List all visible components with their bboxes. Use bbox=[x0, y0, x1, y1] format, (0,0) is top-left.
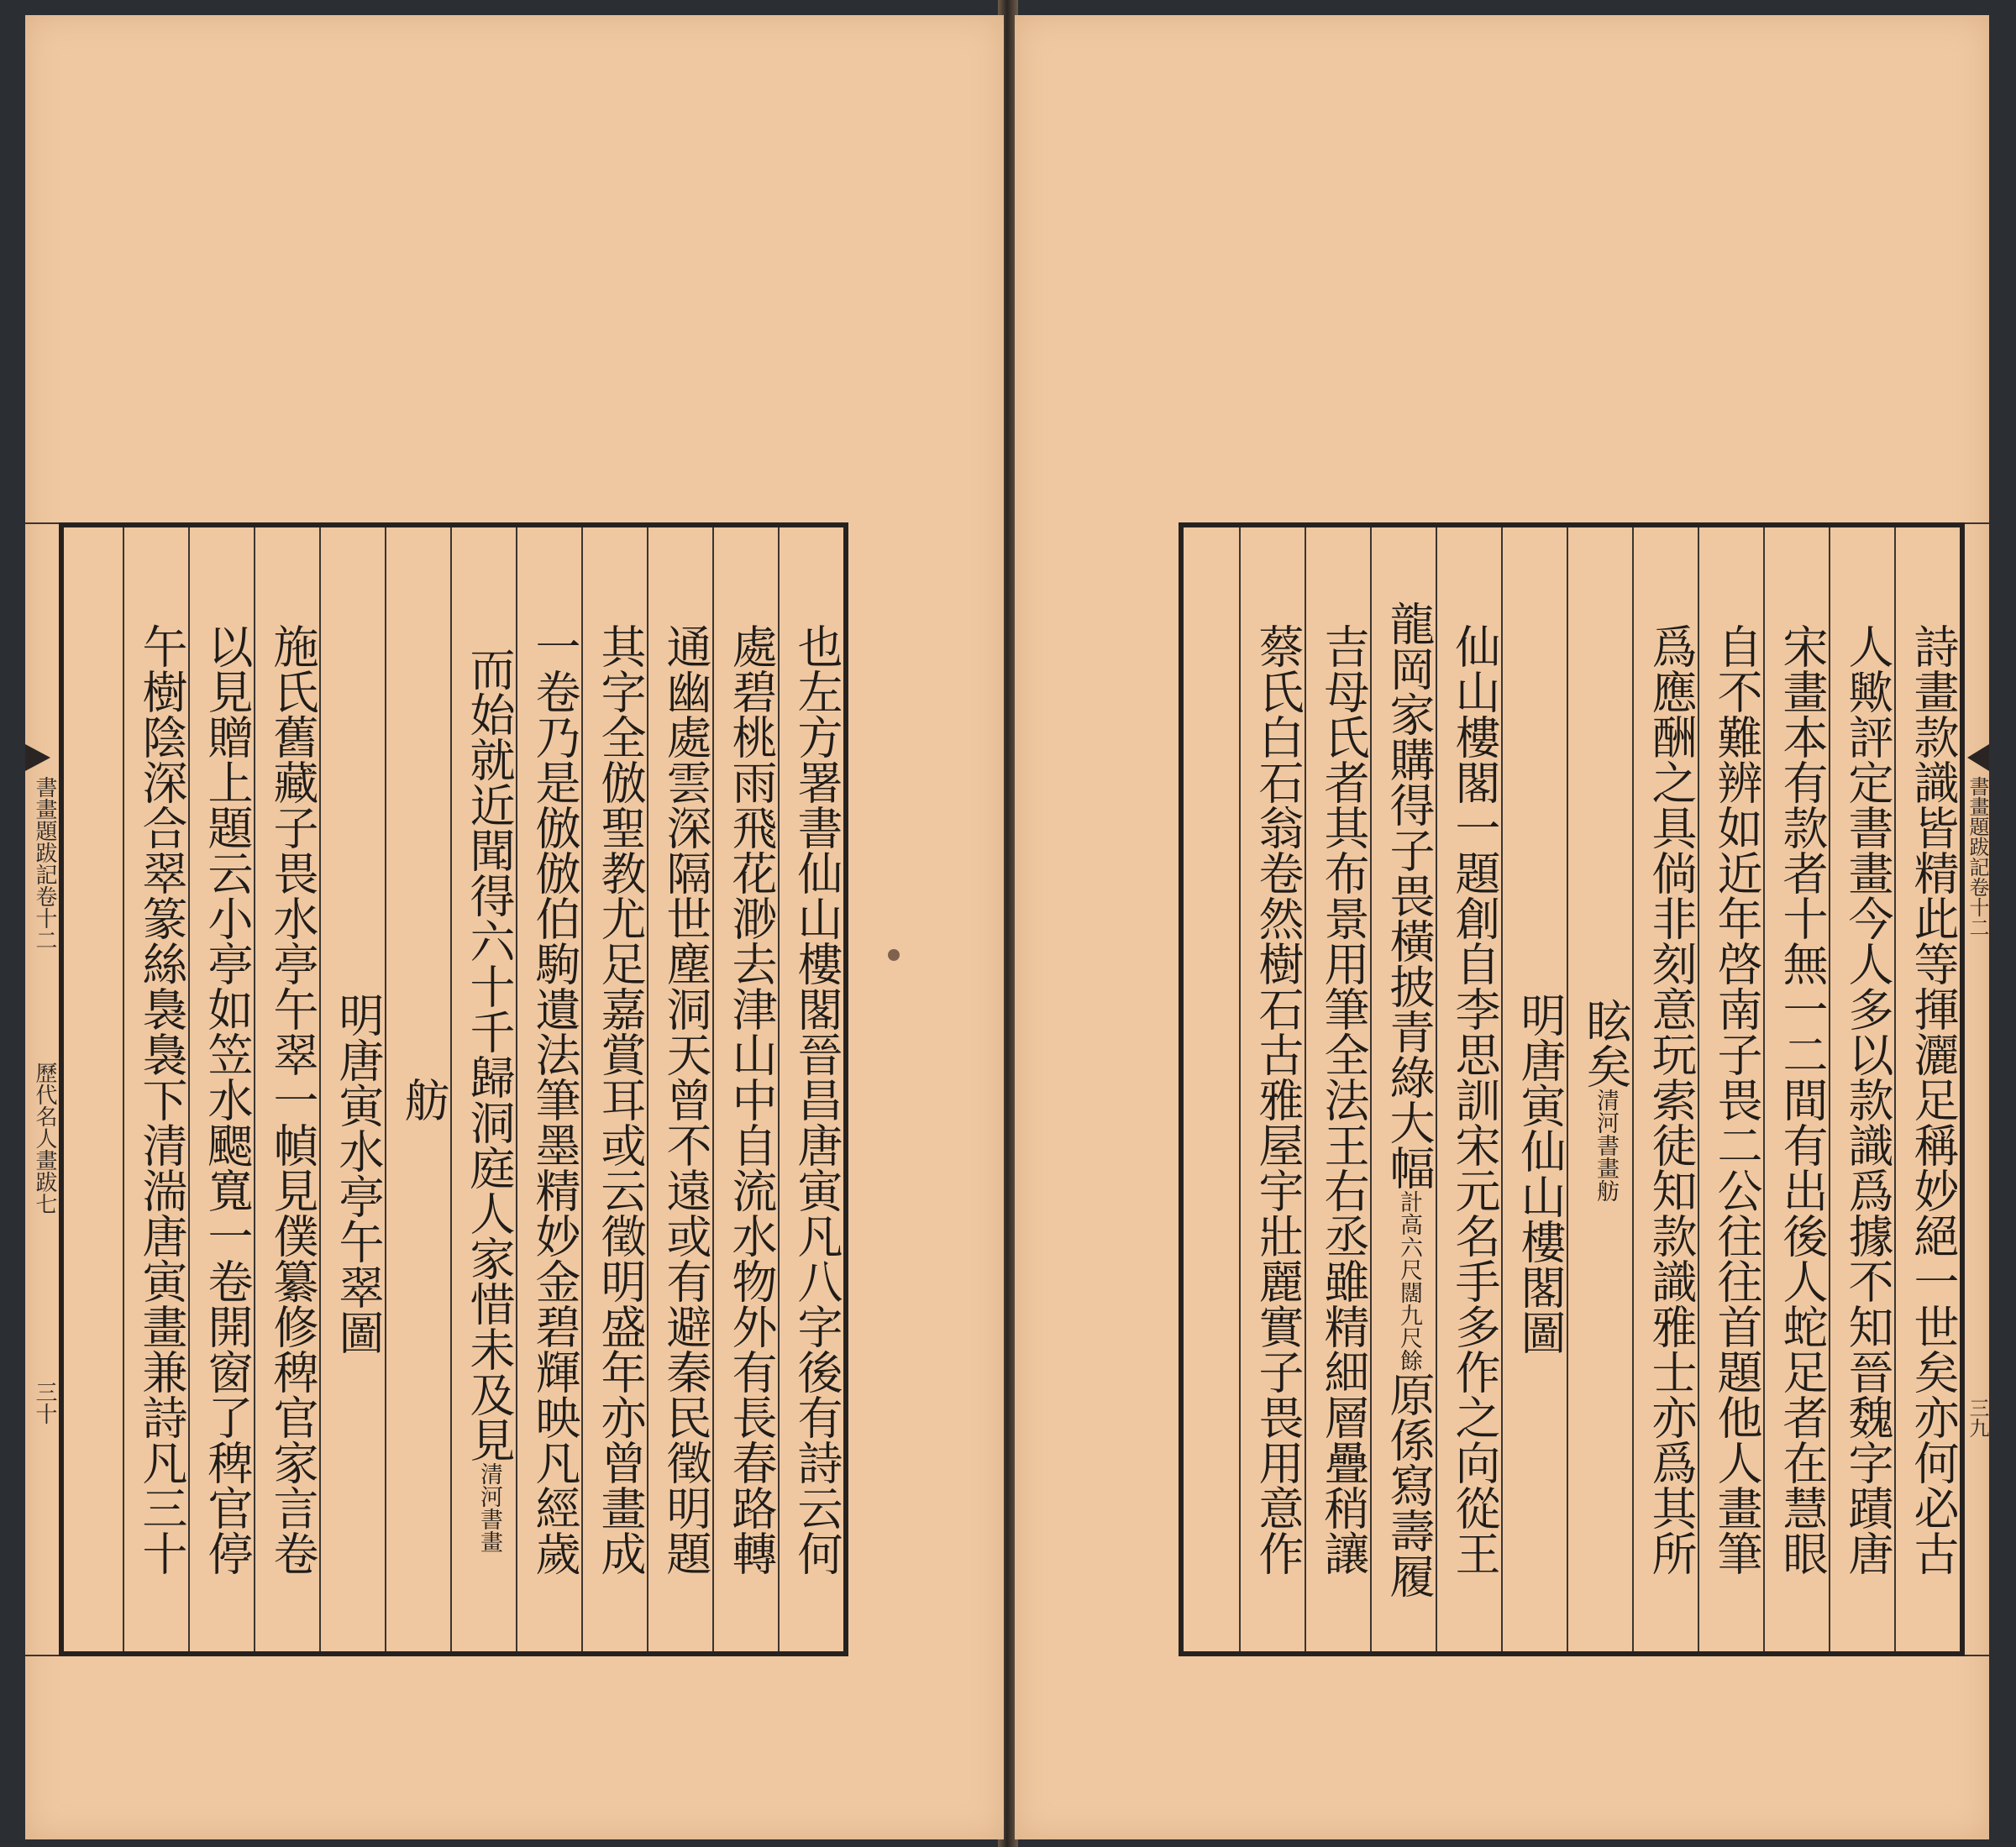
text-column bbox=[1436, 527, 1501, 1651]
text-column bbox=[516, 527, 581, 1651]
column-text: 明唐寅水亭午翠圖 bbox=[332, 992, 385, 1355]
text-column bbox=[1763, 527, 1829, 1651]
empty-column-space bbox=[64, 527, 123, 1651]
section-heading-column bbox=[1501, 527, 1567, 1651]
text-column bbox=[1567, 527, 1632, 1651]
text-column bbox=[712, 527, 778, 1651]
text-column bbox=[450, 527, 516, 1651]
column-text: 通幽處雲深隔世塵洞天曾不遠或有避秦民徵明題 bbox=[659, 623, 712, 1576]
right-page bbox=[1015, 15, 1989, 1839]
left-page bbox=[25, 15, 1004, 1839]
margin-leaf-number: 三十 bbox=[32, 1381, 57, 1425]
margin-section: 歷代名人畫跋七 bbox=[32, 1062, 57, 1215]
column-text: 一卷乃是倣倣伯駒遺法筆墨精妙金碧輝映凡經歲 bbox=[528, 623, 581, 1576]
column-text: 仙山樓閣一題創自李思訓宋元名手多作之向從王 bbox=[1448, 623, 1501, 1576]
text-column bbox=[1305, 527, 1370, 1651]
left-text-frame bbox=[59, 522, 848, 1656]
margin-title: 書畫題跋記卷十二 bbox=[1966, 776, 1989, 937]
fish-tail-mark bbox=[1967, 744, 1989, 771]
text-column bbox=[1370, 527, 1436, 1651]
column-text: 午樹陰深合翠篆絲裊裊下清湍唐寅畫兼詩凡三十 bbox=[135, 623, 188, 1576]
text-column bbox=[188, 527, 254, 1651]
text-column bbox=[1239, 527, 1305, 1651]
margin-title: 書畫題跋記卷十二 bbox=[32, 776, 57, 951]
column-text: 也左方署書仙山樓閣晉昌唐寅凡八字後有詩云何 bbox=[790, 623, 843, 1576]
text-column bbox=[778, 527, 843, 1651]
margin-leaf-number: 三九 bbox=[1966, 1398, 1989, 1438]
text-column bbox=[123, 527, 188, 1651]
column-text: 以見贈上題云小亭如笠水颸寬一卷開窗了稗官停 bbox=[201, 623, 254, 1576]
fish-tail-mark bbox=[25, 744, 50, 771]
interlinear-note: 清河書畫舫 bbox=[1593, 1088, 1619, 1202]
column-text-continuation: 原係寫壽履 bbox=[1383, 1372, 1436, 1598]
column-text: 明唐寅仙山樓閣圖 bbox=[1514, 992, 1567, 1355]
column-text: 施氏舊藏子畏水亭午翠一幀見僕纂修稗官家言卷 bbox=[266, 623, 319, 1576]
ink-spot bbox=[888, 949, 900, 961]
column-text: 詩畫款識皆精此等揮灑足稱妙絕一世矣亦何必古 bbox=[1907, 623, 1960, 1576]
text-column bbox=[385, 527, 450, 1651]
text-column bbox=[254, 527, 319, 1651]
empty-column-space bbox=[1184, 527, 1239, 1651]
column-text: 眩矣 bbox=[1579, 997, 1632, 1089]
right-text-columns bbox=[1184, 527, 1960, 1651]
column-text: 自不難辨如近年啓南子畏二公往往首題他人畫筆 bbox=[1710, 623, 1763, 1576]
column-text: 宋畫本有款者十無一二間有出後人蛇足者在慧眼 bbox=[1776, 623, 1829, 1576]
text-column bbox=[1698, 527, 1763, 1651]
left-text-columns bbox=[64, 527, 843, 1651]
interlinear-note: 清河書畫 bbox=[476, 1462, 502, 1553]
column-text: 龍岡家購得子畏橫披青綠大幅 bbox=[1383, 601, 1436, 1190]
interlinear-note: 計高六尺闊九尺餘 bbox=[1396, 1190, 1422, 1372]
text-column bbox=[1632, 527, 1698, 1651]
right-text-frame bbox=[1179, 522, 1965, 1656]
column-text: 而始就近聞得六十千歸洞庭人家惜未及見 bbox=[463, 646, 516, 1462]
section-heading-column bbox=[319, 527, 385, 1651]
column-text: 舫 bbox=[397, 1077, 450, 1122]
text-column bbox=[1829, 527, 1894, 1651]
text-column bbox=[1894, 527, 1960, 1651]
column-text: 人歟評定書畫今人多以款識爲據不知晉魏字蹟唐 bbox=[1841, 623, 1894, 1576]
right-page-margin-strip bbox=[1965, 522, 1989, 1656]
column-text: 處碧桃雨飛花渺去津山中自流水物外有長春路轉 bbox=[725, 623, 778, 1576]
column-text: 吉母氏者其布景用筆全法王右丞雖精細層疊稍讓 bbox=[1317, 623, 1370, 1576]
column-text: 爲應酬之具倘非刻意玩索徒知款識雅士亦爲其所 bbox=[1645, 623, 1698, 1576]
column-text: 蔡氏白石翁卷然樹石古雅屋宇壯麗實子畏用意作 bbox=[1252, 623, 1305, 1576]
column-text: 其字全倣聖教尤足嘉賞耳或云徵明盛年亦曾畫成 bbox=[594, 623, 647, 1576]
text-column bbox=[647, 527, 712, 1651]
text-column bbox=[581, 527, 647, 1651]
